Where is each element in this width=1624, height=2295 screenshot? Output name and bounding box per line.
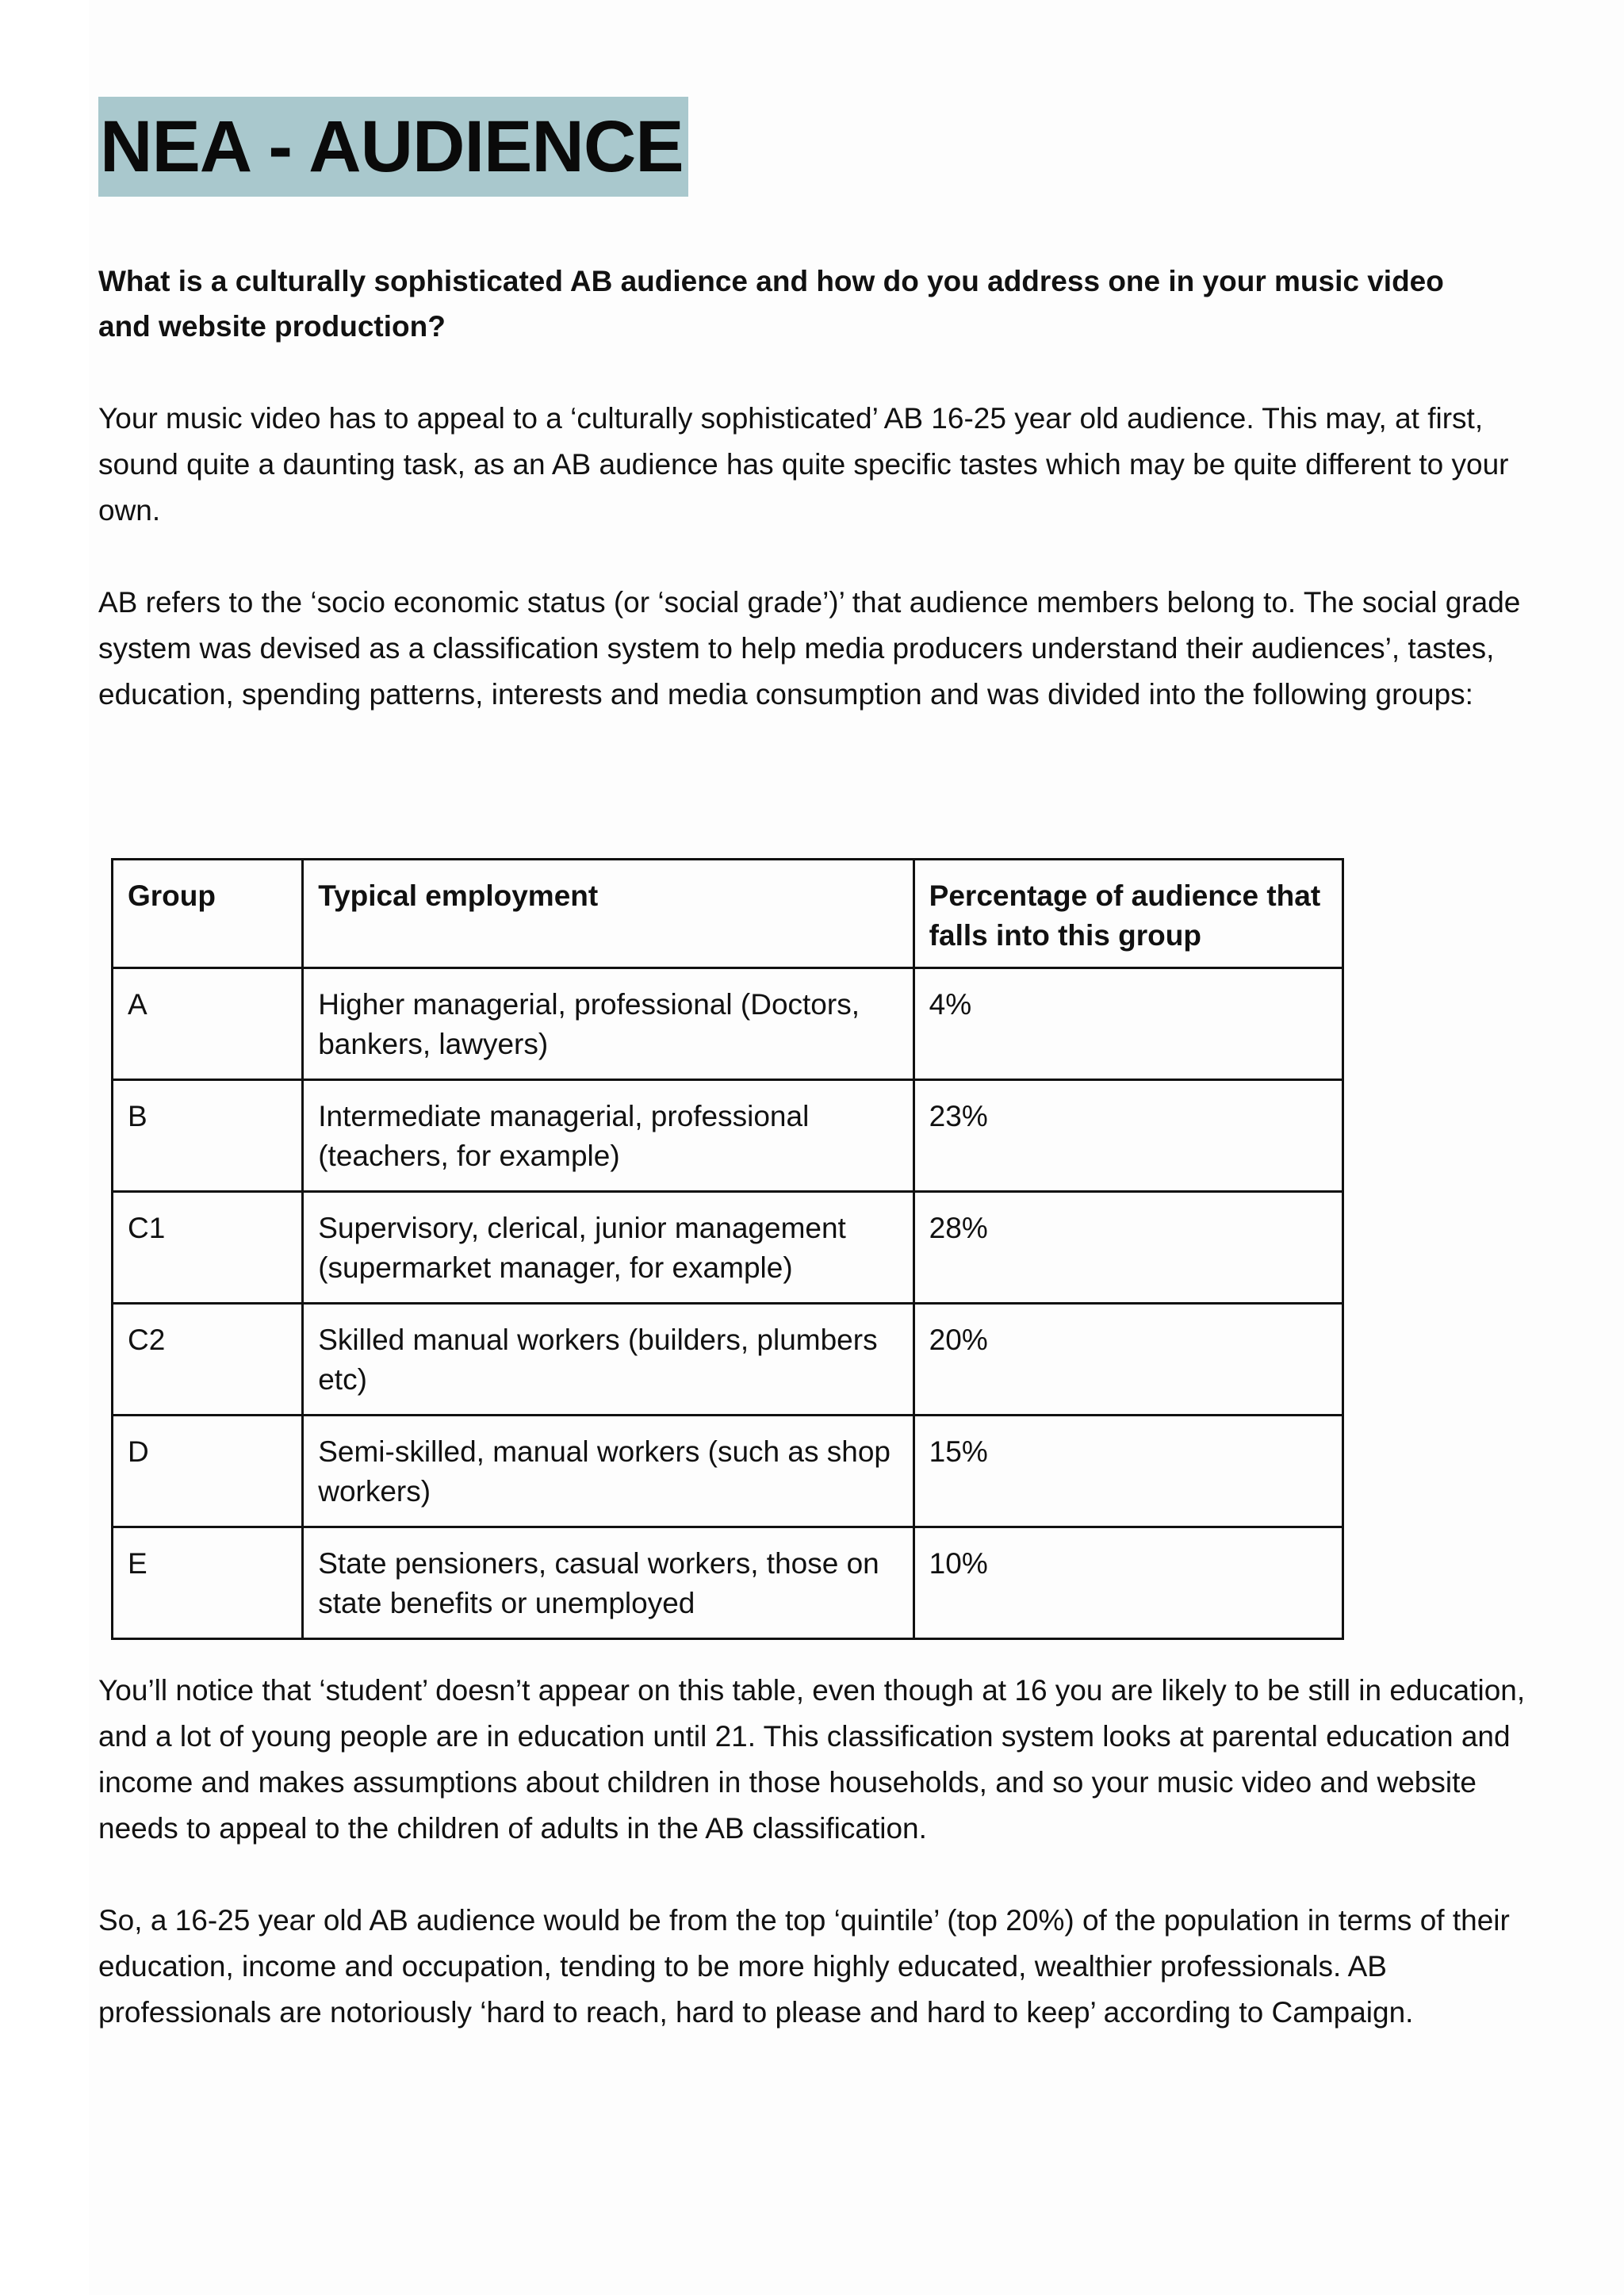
table-row	[113, 1080, 1343, 1192]
cell-percentage: 4%	[914, 968, 1342, 1080]
cell-percentage: 28%	[914, 1192, 1342, 1304]
header-group: Group	[113, 860, 303, 968]
cell-percentage: 15%	[914, 1416, 1342, 1527]
intro-paragraph: Your music video has to appeal to a ‘culturally sophisticated’ AB 16-25 year old audience. This may, at first, sound quite a daunting task, as an AB audience has quite specific tastes which may be quite different to your own.	[98, 402, 1509, 527]
cell-employment: Supervisory, clerical, junior management (supermarket manager, for example)	[303, 1192, 914, 1304]
table-row	[113, 1304, 1343, 1416]
cell-employment: Higher managerial, professional (Doctors, bankers, lawyers)	[303, 968, 914, 1080]
cell-percentage: 20%	[914, 1304, 1342, 1416]
cell-employment: State pensioners, casual workers, those on state benefits or unemployed	[303, 1527, 914, 1639]
question-heading: What is a culturally sophisticated AB audience and how do you address one in your music video and website production?	[98, 265, 1444, 343]
table-row	[113, 1192, 1343, 1304]
cell-group: C1	[113, 1192, 303, 1304]
cell-employment: Intermediate managerial, professional (teachers, for example)	[303, 1080, 914, 1192]
table-row	[113, 1416, 1343, 1527]
document-body	[98, 97, 1526, 718]
page-title: NEA - AUDIENCE	[98, 97, 688, 197]
cell-group: E	[113, 1527, 303, 1639]
social-grade-table	[111, 858, 1344, 1640]
table-row	[113, 1527, 1343, 1639]
table-header-row	[113, 860, 1343, 968]
cell-group: C2	[113, 1304, 303, 1416]
closing-section	[98, 1668, 1526, 2036]
cell-employment: Semi-skilled, manual workers (such as shop workers)	[303, 1416, 914, 1527]
ab-definition-paragraph: AB refers to the ‘socio economic status (or ‘social grade’)’ that audience members belong to. The social grade system was devised as a classification system to help media producers understand their audiences’, tastes, education, spending patterns, interests and media consumption and was divided into the following groups:	[98, 586, 1521, 711]
cell-group: D	[113, 1416, 303, 1527]
quintile-paragraph: So, a 16-25 year old AB audience would be from the top ‘quintile’ (top 20%) of the population in terms of their education, income and occupation, tending to be more highly educated, wealthier professionals. AB professionals are notoriously ‘hard to reach, hard to please and hard to keep’ according to Campaign.	[98, 1904, 1510, 2029]
student-note-paragraph: You’ll notice that ‘student’ doesn’t appear on this table, even though at 16 you are likely to be still in education, and a lot of young people are in education until 21. This classification system looks at parental education and income and makes assumptions about children in those households, and so your music video and website needs to appeal to the children of adults in the AB classification.	[98, 1674, 1526, 1845]
cell-group: B	[113, 1080, 303, 1192]
cell-employment: Skilled manual workers (builders, plumbers etc)	[303, 1304, 914, 1416]
cell-group: A	[113, 968, 303, 1080]
cell-percentage: 10%	[914, 1527, 1342, 1639]
cell-percentage: 23%	[914, 1080, 1342, 1192]
header-employment: Typical employment	[303, 860, 914, 968]
table-row	[113, 968, 1343, 1080]
header-percentage: Percentage of audience that falls into this group	[914, 860, 1342, 968]
